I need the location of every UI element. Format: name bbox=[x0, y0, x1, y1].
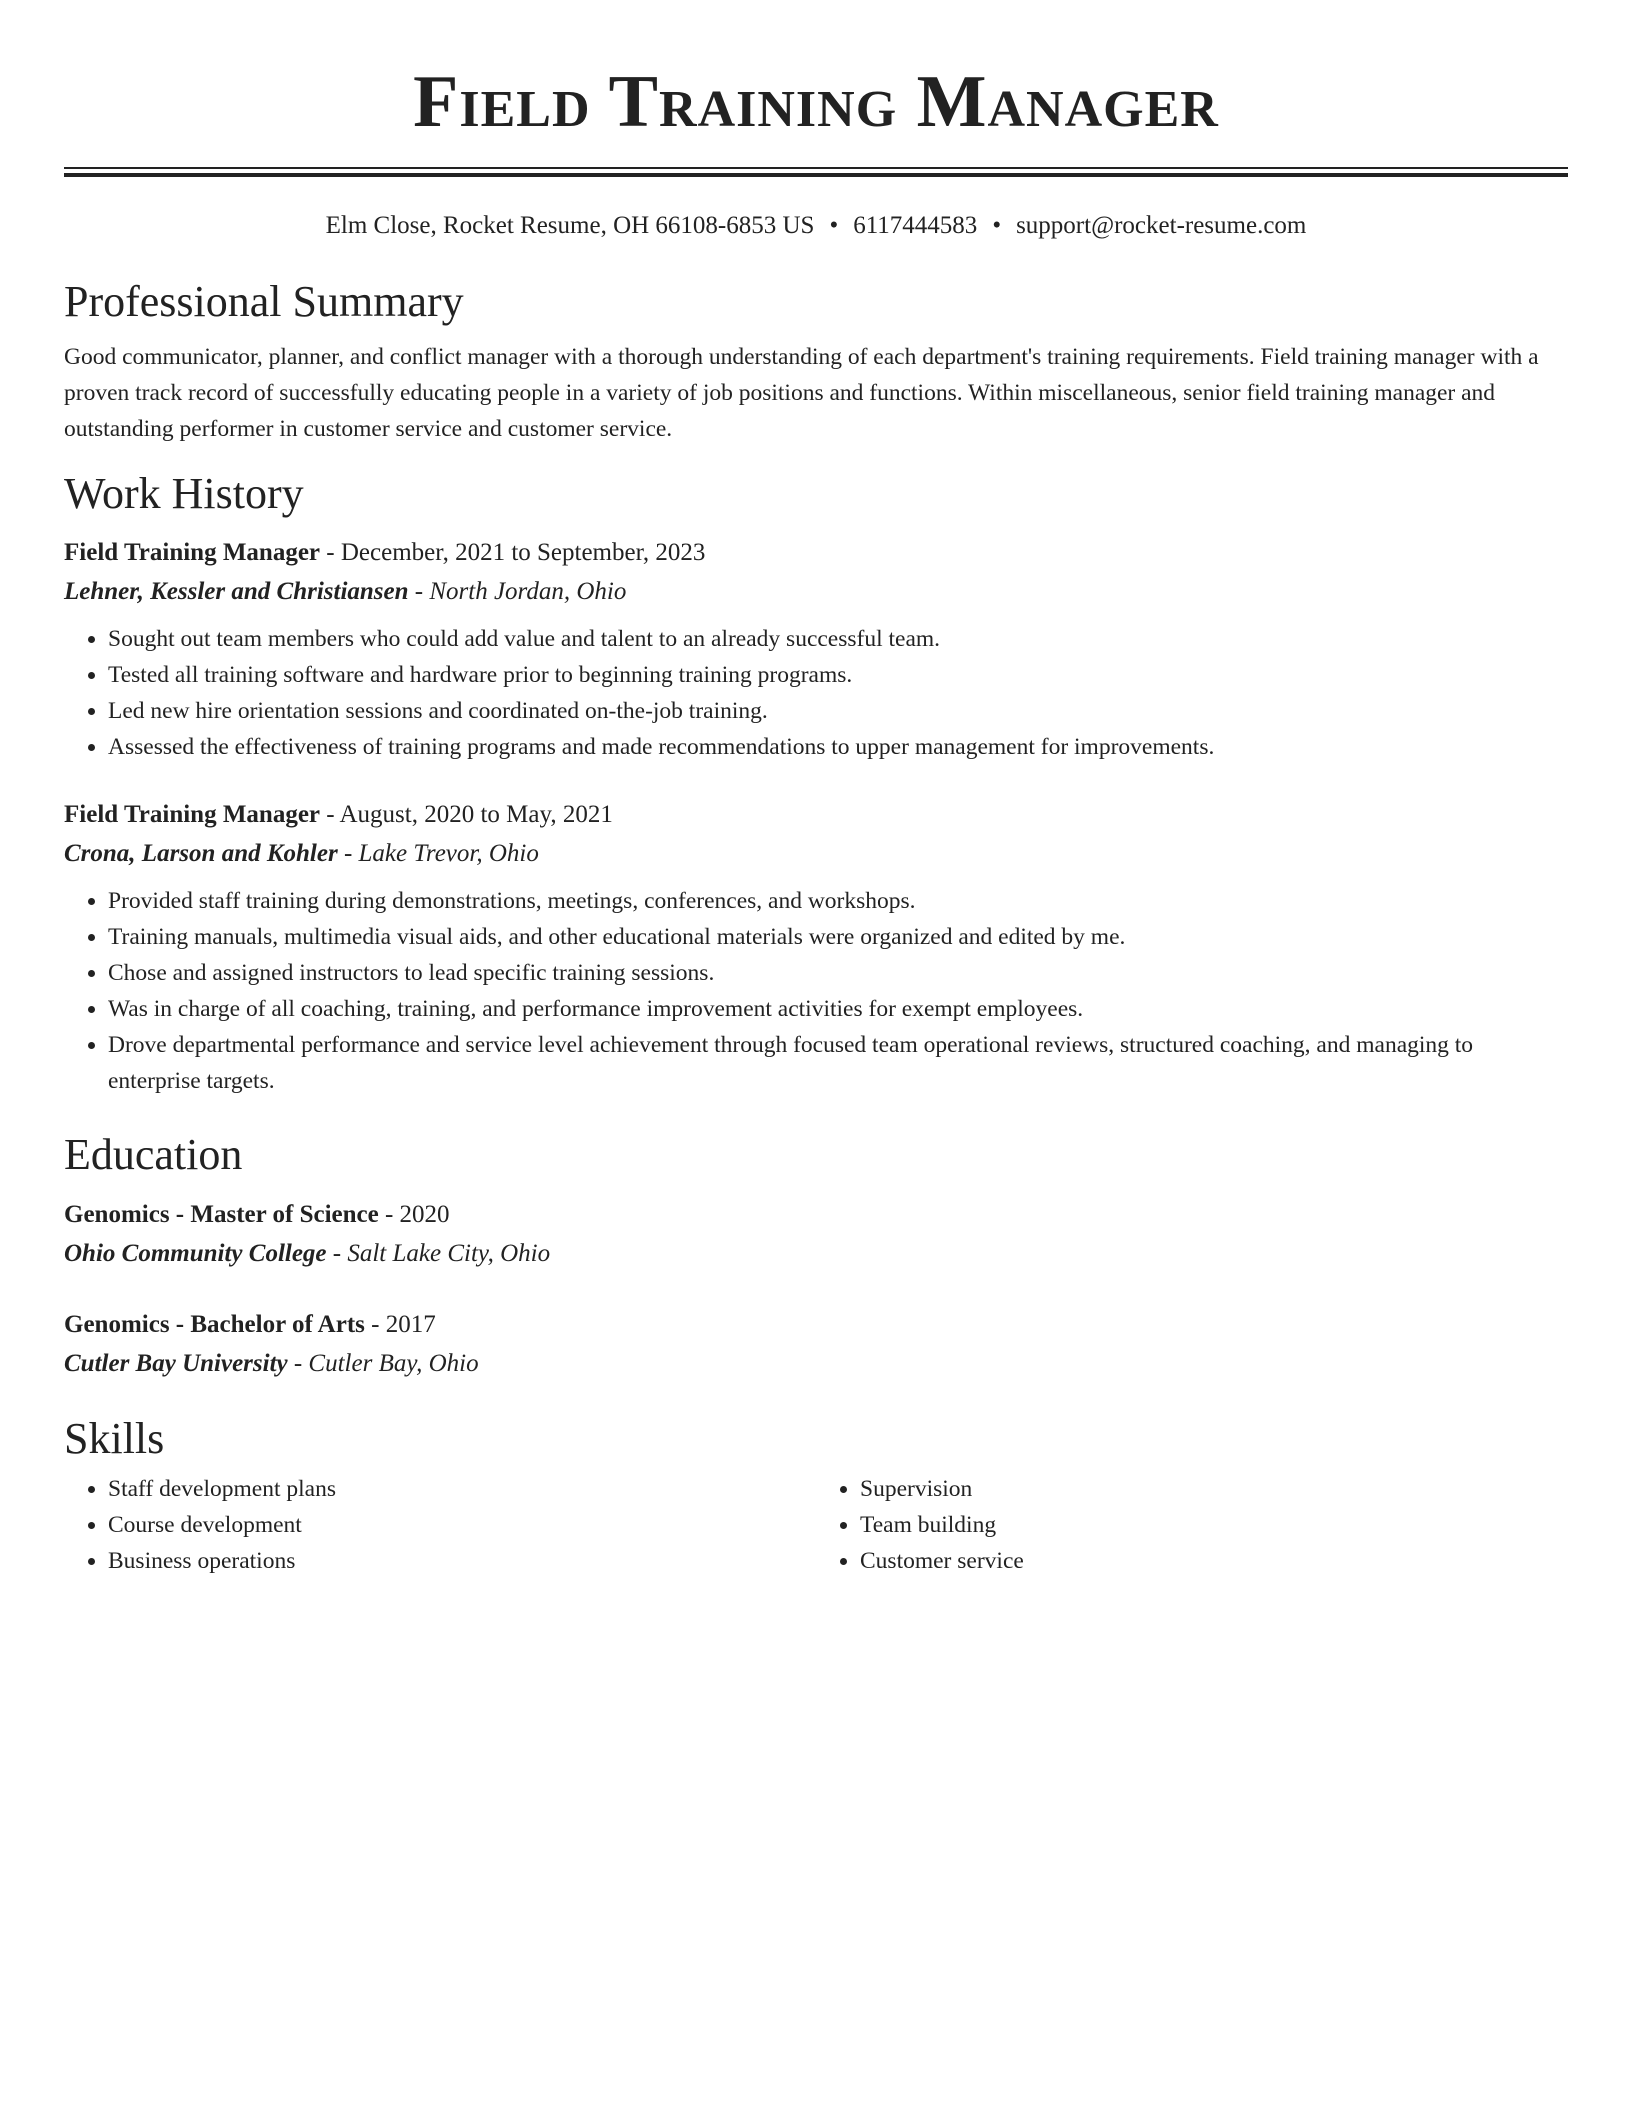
job-title-line bbox=[64, 795, 1568, 834]
list-item: • Tested all training software and hardware prior to beginning training programs. bbox=[108, 657, 1568, 693]
degree-line bbox=[64, 1195, 1568, 1234]
company-location: - North Jordan, Ohio bbox=[408, 578, 627, 605]
job-title-line bbox=[64, 533, 1568, 572]
job-bullets bbox=[64, 883, 1568, 1099]
list-item: • Provided staff training during demonstrations, meetings, conferences, and workshops. bbox=[108, 883, 1568, 919]
job-dates: - December, 2021 to September, 2023 bbox=[320, 539, 706, 566]
education-heading: Education bbox=[64, 1130, 243, 1179]
contact-line bbox=[64, 211, 1568, 241]
company-location: - Lake Trevor, Ohio bbox=[337, 840, 539, 867]
work-history-heading: Work History bbox=[64, 469, 304, 518]
school-location: - Cutler Bay, Ohio bbox=[287, 1350, 479, 1377]
company-name: Lehner, Kessler and Christiansen bbox=[64, 578, 409, 605]
company-line bbox=[64, 834, 1568, 873]
education-entry bbox=[64, 1195, 1568, 1273]
degree-line bbox=[64, 1305, 1568, 1344]
skill-item: • Supervision bbox=[860, 1471, 1568, 1507]
school-location: - Salt Lake City, Ohio bbox=[326, 1240, 551, 1267]
skills-column-left bbox=[64, 1471, 816, 1579]
skill-item: • Business operations bbox=[108, 1543, 816, 1579]
job-dates: - August, 2020 to May, 2021 bbox=[320, 801, 613, 828]
degree: Genomics - Bachelor of Arts bbox=[64, 1311, 365, 1338]
list-item: • Training manuals, multimedia visual aids, and other educational materials were organized and edited by me. bbox=[108, 919, 1568, 955]
graduation-year: - 2017 bbox=[364, 1311, 436, 1338]
contact-separator: • bbox=[829, 212, 839, 239]
company-name: Crona, Larson and Kohler bbox=[64, 840, 338, 867]
resume-title: Field Training Manager bbox=[413, 61, 1219, 143]
list-item: • Drove departmental performance and service level achievement through focused team operational reviews, structured coaching, and managing to enterprise targets. bbox=[108, 1027, 1568, 1099]
job-entry bbox=[64, 533, 1568, 765]
skill-item: • Team building bbox=[860, 1507, 1568, 1543]
job-title: Field Training Manager bbox=[64, 539, 321, 566]
skill-item: • Staff development plans bbox=[108, 1471, 816, 1507]
school-line bbox=[64, 1234, 1568, 1273]
summary-text: Good communicator, planner, and conflict manager with a thorough understanding of each department's training requirements. Field training manager with a proven track record of successfully educating people in a variety of job positions and functions. Within miscellaneous, senior field training manager and outstanding performer in customer service and customer service. bbox=[64, 344, 1539, 442]
list-item: • Assessed the effectiveness of training programs and made recommendations to upper management for improvements. bbox=[108, 729, 1568, 765]
skills-column-right bbox=[816, 1471, 1568, 1579]
contact-phone: 6117444583 bbox=[853, 212, 978, 239]
school-name: Cutler Bay University bbox=[64, 1350, 288, 1377]
list-item: • Chose and assigned instructors to lead specific training sessions. bbox=[108, 955, 1568, 991]
skills-list bbox=[64, 1471, 1568, 1579]
education-entry bbox=[64, 1305, 1568, 1383]
skills-heading: Skills bbox=[64, 1414, 165, 1463]
contact-address: Elm Close, Rocket Resume, OH 66108-6853 US bbox=[325, 212, 815, 239]
graduation-year: - 2020 bbox=[378, 1201, 450, 1228]
skill-item: • Course development bbox=[108, 1507, 816, 1543]
contact-separator: • bbox=[992, 212, 1002, 239]
degree: Genomics - Master of Science bbox=[64, 1201, 379, 1228]
school-line bbox=[64, 1344, 1568, 1383]
list-item: • Sought out team members who could add value and talent to an already successful team. bbox=[108, 621, 1568, 657]
skill-item: • Customer service bbox=[860, 1543, 1568, 1579]
title-divider bbox=[64, 167, 1568, 177]
company-line bbox=[64, 572, 1568, 611]
job-entry bbox=[64, 795, 1568, 1099]
list-item: • Was in charge of all coaching, training, and performance improvement activities for exempt employees. bbox=[108, 991, 1568, 1027]
summary-heading: Professional Summary bbox=[64, 277, 464, 326]
job-title: Field Training Manager bbox=[64, 801, 321, 828]
job-bullets bbox=[64, 621, 1568, 765]
contact-email: support@rocket-resume.com bbox=[1016, 212, 1307, 239]
school-name: Ohio Community College bbox=[64, 1240, 327, 1267]
list-item: • Led new hire orientation sessions and coordinated on-the-job training. bbox=[108, 693, 1568, 729]
